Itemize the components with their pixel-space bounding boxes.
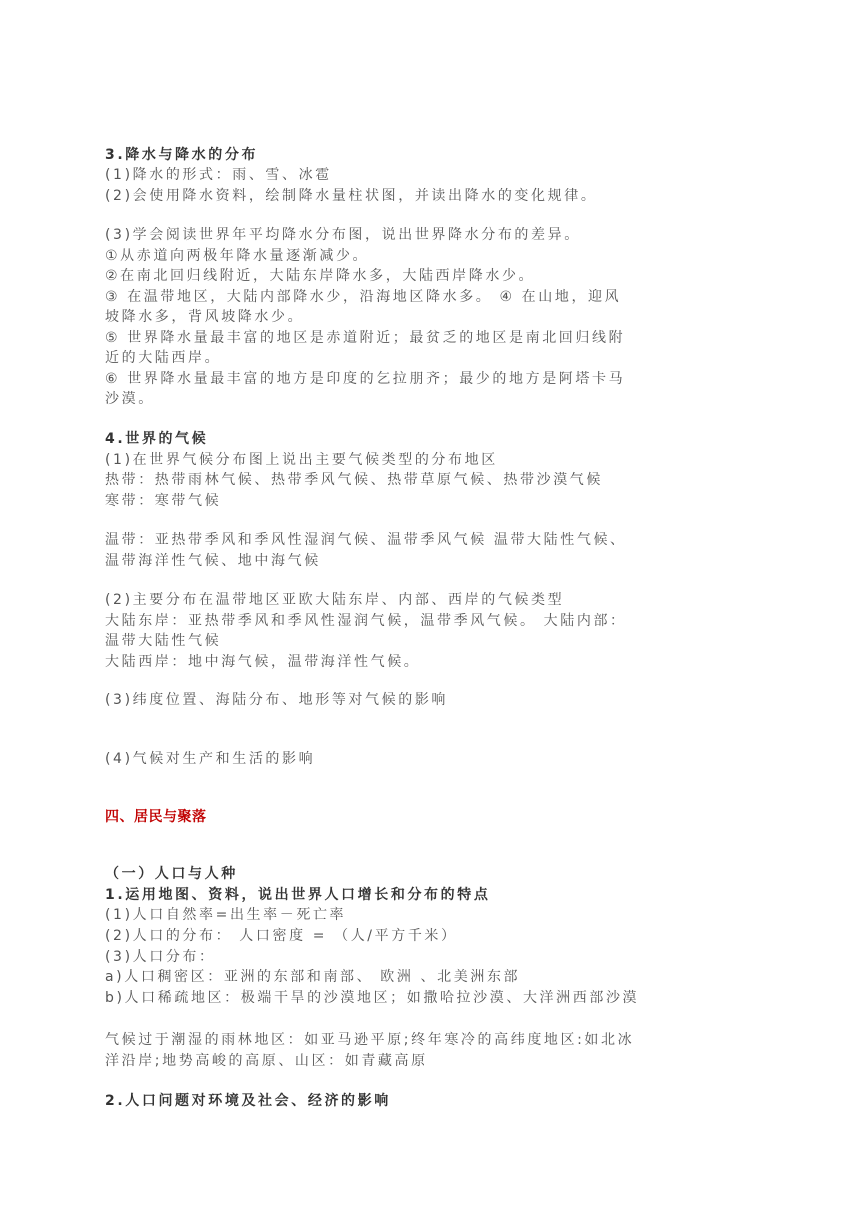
text-line: a)人口稠密区：亚洲的东部和南部、 欧洲 、北美洲东部 [105,969,521,985]
text-line: ⑤ 世界降水量最丰富的地区是赤道附近；最贫乏的地区是南北回归线附 [105,330,626,346]
text-line: 温带：亚热带季风和季风性湿润气候、温带季风气候 温带大陆性气候、 [105,532,627,548]
text-line: ⑥ 世界降水量最丰富的地方是印度的乞拉朋齐；最少的地方是阿塔卡马 [105,371,626,387]
text-line: (2)人口的分布： 人口密度 = （人/平方千米） [105,928,458,944]
text-line: 温带大陆性气候 [105,633,222,649]
text-line: 洋沿岸;地势高峻的高原、山区：如青藏高原 [105,1053,428,1069]
section-title-precipitation: 3.降水与降水的分布 [105,147,259,163]
text-line: b)人口稀疏地区：极端干旱的沙漠地区；如撒哈拉沙漠、大洋洲西部沙漠 [105,990,640,1006]
text-line: (1)降水的形式：雨、雪、冰雹 [105,167,332,183]
text-line: (3)人口分布： [105,949,216,965]
text-line: 沙漠。 [105,391,155,407]
text-line: 坡降水多，背风坡降水少。 [105,309,305,325]
part-heading-residents: 四、居民与聚落 [105,809,207,825]
text-line: ②在南北回归线附近，大陆东岸降水多，大陆西岸降水少。 [105,268,536,284]
text-line: ③ 在温带地区，大陆内部降水少，沿海地区降水多。 ④ 在山地，迎风 [105,289,622,305]
text-line: ①从赤道向两极年降水量逐渐减少。 [105,248,370,264]
section-title-population-issues: 2.人口问题对环境及社会、经济的影响 [105,1093,391,1109]
text-line: (2)主要分布在温带地区亚欧大陆东岸、内部、西岸的气候类型 [105,592,565,608]
text-line: (2)会使用降水资料，绘制降水量柱状图，并读出降水的变化规律。 [105,188,598,204]
text-line: 温带海洋性气候、地中海气候 [105,553,321,569]
text-line: (4)气候对生产和生活的影响 [105,751,316,767]
text-line: (1)在世界气候分布图上说出主要气候类型的分布地区 [105,452,498,468]
text-line: 热带：热带雨林气候、热带季风气候、热带草原气候、热带沙漠气候 [105,472,603,488]
text-line: 气候过于潮湿的雨林地区：如亚马逊平原;终年寒冷的高纬度地区:如北冰 [105,1032,635,1048]
text-line: 大陆东岸：亚热带季风和季风性湿润气候，温带季风气候。 大陆内部： [105,613,627,629]
text-line: 近的大陆西岸。 [105,350,222,366]
text-line: (3)纬度位置、海陆分布、地形等对气候的影响 [105,692,449,708]
text-line: 大陆西岸：地中海气候，温带海洋性气候。 [105,654,421,670]
text-line: (1)人口自然率=出生率－死亡率 [105,907,347,923]
text-line: (3)学会阅读世界年平均降水分布图，说出世界降水分布的差异。 [105,227,581,243]
subsection-title-population: （一）人口与人种 [105,866,238,882]
text-line: 寒带：寒带气候 [105,493,222,509]
section-title-population-growth: 1.运用地图、资料，说出世界人口增长和分布的特点 [105,887,491,903]
section-title-climate: 4.世界的气候 [105,431,209,447]
